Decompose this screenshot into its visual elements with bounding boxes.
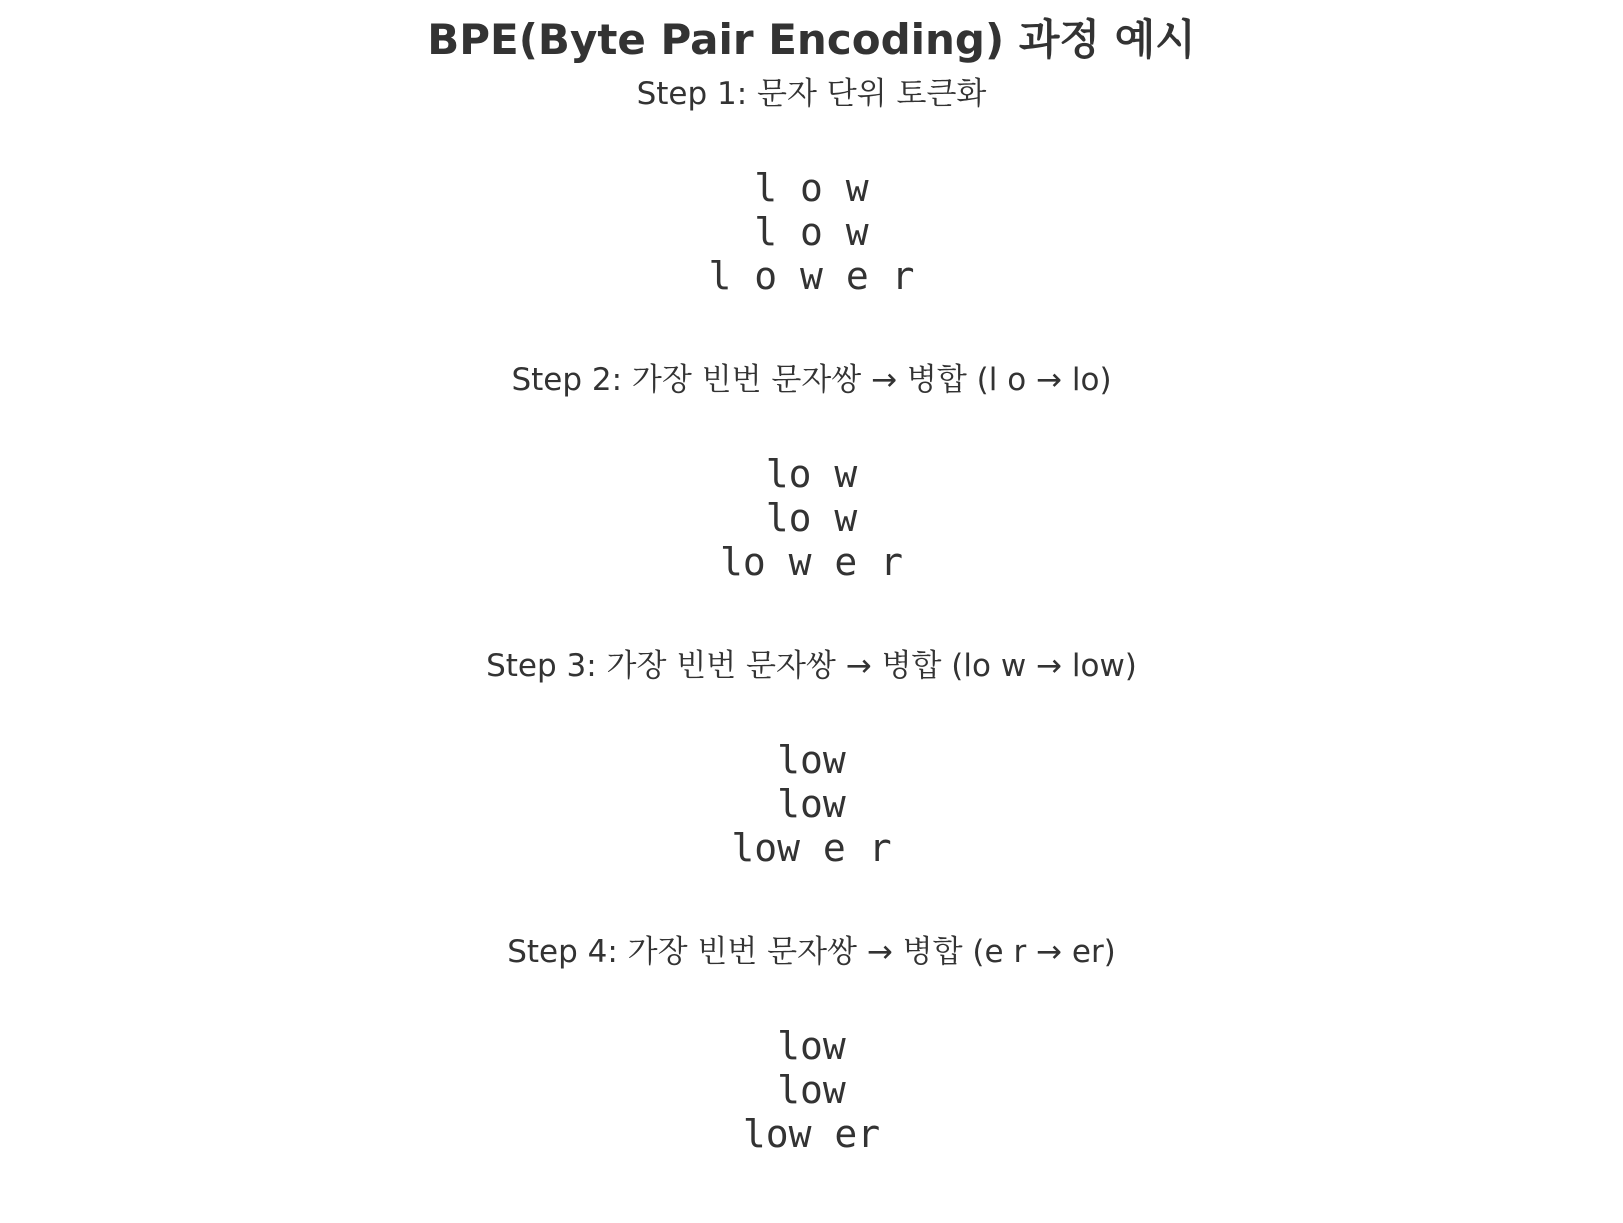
- diagram-title: BPE(Byte Pair Encoding) 과정 예시: [427, 15, 1196, 64]
- token-line: low: [777, 782, 846, 826]
- step-1: [0, 74, 1623, 298]
- token-line: low er: [742, 1112, 881, 1156]
- step-3: [0, 646, 1623, 870]
- token-line: l o w: [754, 210, 869, 254]
- token-line: low e r: [731, 826, 892, 870]
- token-line: low: [777, 1024, 846, 1068]
- step-heading: Step 4: 가장 빈번 문자쌍 → 병합 (e r → er): [507, 934, 1116, 970]
- token-line: l o w e r: [708, 254, 915, 298]
- token-line: l o w: [754, 166, 869, 210]
- token-line: low: [777, 738, 846, 782]
- token-block: [0, 1024, 1623, 1156]
- step-heading: Step 3: 가장 빈번 문자쌍 → 병합 (lo w → low): [486, 648, 1137, 684]
- step-4: [0, 932, 1623, 1156]
- token-block: [0, 452, 1623, 584]
- token-block: [0, 166, 1623, 298]
- token-line: lo w e r: [719, 540, 904, 584]
- token-line: lo w: [765, 452, 858, 496]
- step-heading: Step 2: 가장 빈번 문자쌍 → 병합 (l o → lo): [511, 362, 1112, 398]
- token-line: lo w: [765, 496, 858, 540]
- token-line: low: [777, 1068, 846, 1112]
- token-block: [0, 738, 1623, 870]
- step-heading: Step 1: 문자 단위 토큰화: [636, 76, 987, 112]
- step-2: [0, 360, 1623, 584]
